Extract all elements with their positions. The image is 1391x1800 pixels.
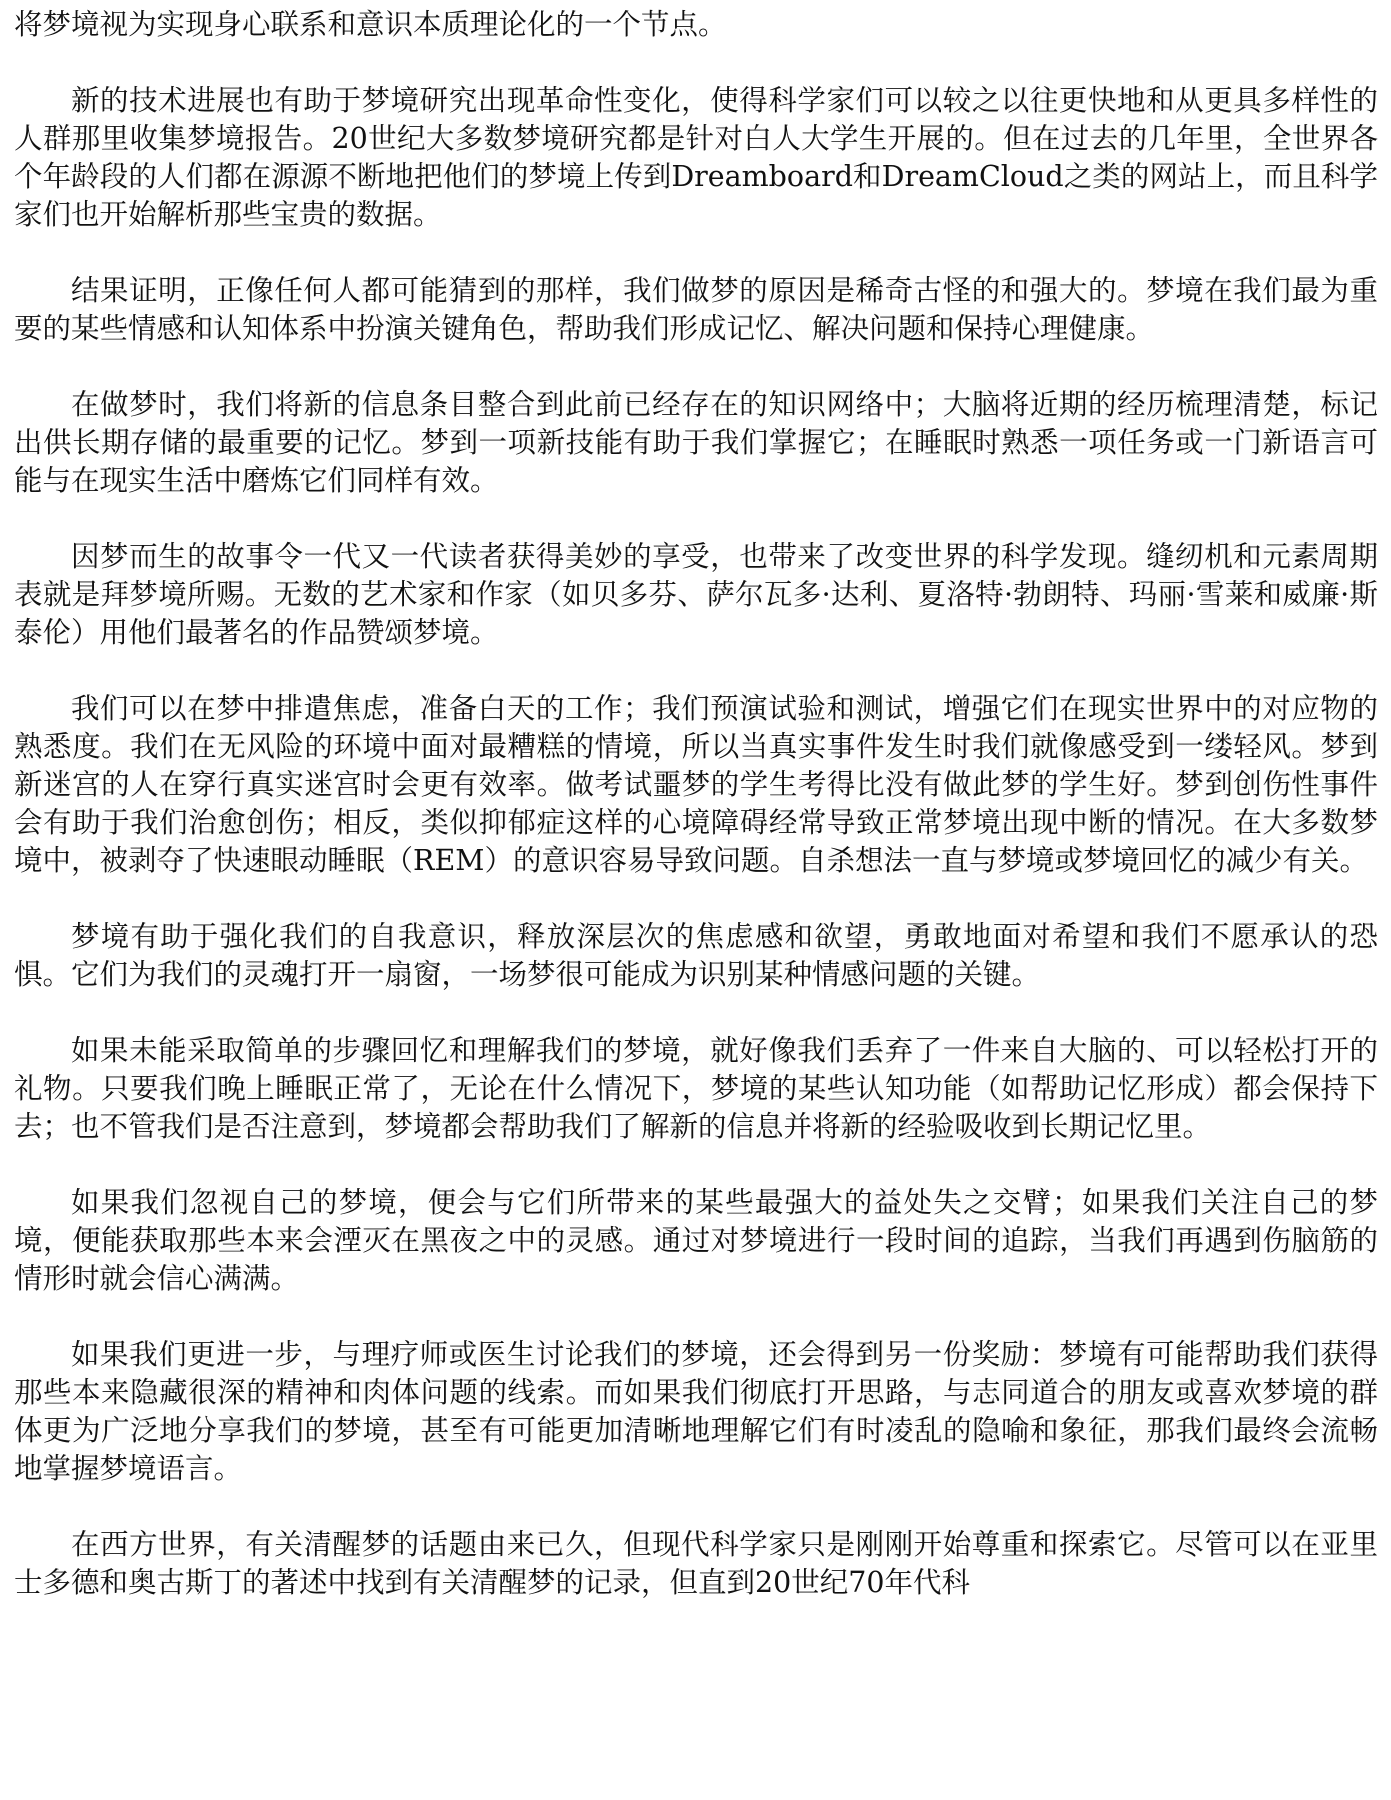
paragraph-9: 如果我们忽视自己的梦境，便会与它们所带来的某些最强大的益处失之交臂；如果我们关注自己的梦境，便能获取那些本来会湮灭在黑夜之中的灵感。通过对梦境进行一段时间的追踪，当我们再遇到伤脑筋的情形时就会信心满满。 — [14, 1186, 1378, 1295]
paragraph-8: 如果未能采取简单的步骤回忆和理解我们的梦境，就好像我们丢弃了一件来自大脑的、可以轻松打开的礼物。只要我们晚上睡眠正常了，无论在什么情况下，梦境的某些认知功能（如帮助记忆形成）都会保持下去；也不管我们是否注意到，梦境都会帮助我们了解新的信息并将新的经验吸收到长期记忆里。 — [14, 1034, 1378, 1143]
document-page — [14, 6, 1378, 1602]
paragraph-10: 如果我们更进一步，与理疗师或医生讨论我们的梦境，还会得到另一份奖励：梦境有可能帮助我们获得那些本来隐藏很深的精神和肉体问题的线索。而如果我们彻底打开思路，与志同道合的朋友或喜欢梦境的群体更为广泛地分享我们的梦境，甚至有可能更加清晰地理解它们有时凌乱的隐喻和象征，那我们最终会流畅地掌握梦境语言。 — [14, 1338, 1378, 1485]
paragraph-7: 梦境有助于强化我们的自我意识，释放深层次的焦虑感和欲望，勇敢地面对希望和我们不愿承认的恐惧。它们为我们的灵魂打开一扇窗，一场梦很可能成为识别某种情感问题的关键。 — [14, 920, 1378, 991]
paragraph-2: 新的技术进展也有助于梦境研究出现革命性变化，使得科学家们可以较之以往更快地和从更具多样性的人群那里收集梦境报告。20世纪大多数梦境研究都是针对白人大学生开展的。但在过去的几年里，全世界各个年龄段的人们都在源源不断地把他们的梦境上传到Dreamboard和DreamCloud之类的网站上，而且科学家们也开始解析那些宝贵的数据。 — [14, 84, 1378, 231]
paragraph-3: 结果证明，正像任何人都可能猜到的那样，我们做梦的原因是稀奇古怪的和强大的。梦境在我们最为重要的某些情感和认知体系中扮演关键角色，帮助我们形成记忆、解决问题和保持心理健康。 — [14, 274, 1378, 345]
paragraph-5: 因梦而生的故事令一代又一代读者获得美妙的享受，也带来了改变世界的科学发现。缝纫机和元素周期表就是拜梦境所赐。无数的艺术家和作家（如贝多芬、萨尔瓦多·达利、夏洛特·勃朗特、玛丽·雪莱和威廉·斯泰伦）用他们最著名的作品赞颂梦境。 — [14, 540, 1378, 649]
paragraph-6: 我们可以在梦中排遣焦虑，准备白天的工作；我们预演试验和测试，增强它们在现实世界中的对应物的熟悉度。我们在无风险的环境中面对最糟糕的情境，所以当真实事件发生时我们就像感受到一缕轻风。梦到新迷宫的人在穿行真实迷宫时会更有效率。做考试噩梦的学生考得比没有做此梦的学生好。梦到创伤性事件会有助于我们治愈创伤；相反，类似抑郁症这样的心境障碍经常导致正常梦境出现中断的情况。在大多数梦境中，被剥夺了快速眼动睡眠（REM）的意识容易导致问题。自杀想法一直与梦境或梦境回忆的减少有关。 — [14, 692, 1378, 877]
paragraph-11: 在西方世界，有关清醒梦的话题由来已久，但现代科学家只是刚刚开始尊重和探索它。尽管可以在亚里士多德和奥古斯丁的著述中找到有关清醒梦的记录，但直到20世纪70年代科 — [14, 1528, 1378, 1599]
paragraph-4: 在做梦时，我们将新的信息条目整合到此前已经存在的知识网络中；大脑将近期的经历梳理清楚，标记出供长期存储的最重要的记忆。梦到一项新技能有助于我们掌握它；在睡眠时熟悉一项任务或一门新语言可能与在现实生活中磨炼它们同样有效。 — [14, 388, 1378, 497]
paragraph-1: 将梦境视为实现身心联系和意识本质理论化的一个节点。 — [14, 8, 727, 41]
